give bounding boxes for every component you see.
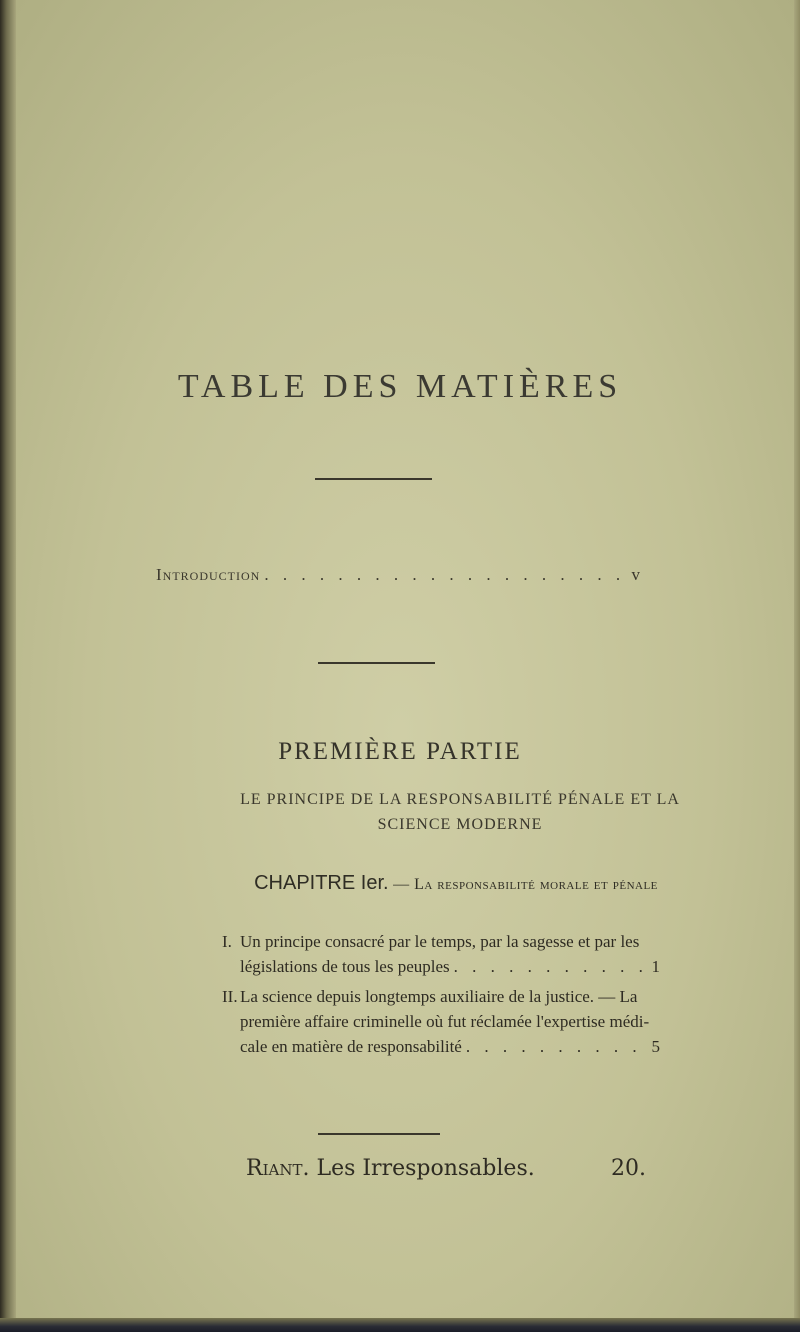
footer-author: Riant. bbox=[246, 1156, 310, 1181]
toc-entry bbox=[222, 929, 660, 979]
signature-footer bbox=[246, 1156, 646, 1181]
entry-text-line: législations de tous les peuples bbox=[240, 957, 450, 976]
leader-dots bbox=[466, 1034, 642, 1059]
entry-text-line: Un principe consacré par le temps, par la sagesse et par les bbox=[240, 932, 640, 951]
part-subtitle-line2: SCIENCE MODERNE bbox=[377, 816, 543, 833]
toc-entry bbox=[222, 984, 660, 1059]
entry-text-line: première affaire criminelle où fut réclamée l'expertise médi- bbox=[240, 1012, 650, 1031]
part-subtitle-line1: LE PRINCIPE DE LA RESPONSABILITÉ PÉNALE ET LA bbox=[240, 791, 680, 808]
entry-last-line bbox=[240, 1034, 660, 1059]
footer-credit bbox=[246, 1156, 535, 1181]
divider-rule bbox=[315, 478, 432, 480]
divider-rule bbox=[318, 1133, 440, 1135]
chapter-title: — La responsabilité morale et pénale bbox=[393, 876, 658, 893]
part-title: PREMIÈRE PARTIE bbox=[278, 738, 522, 765]
leader-dots bbox=[264, 565, 627, 585]
entry-page: 5 bbox=[651, 1037, 660, 1056]
page-bottom-edge bbox=[0, 1318, 800, 1332]
page-title: TABLE DES MATIÈRES bbox=[177, 368, 623, 405]
book-spine-edge bbox=[0, 0, 16, 1332]
introduction-label: Introduction bbox=[156, 565, 261, 584]
entry-number: II. bbox=[222, 987, 238, 1006]
entry-text-line: cale en matière de responsabilité bbox=[240, 1037, 462, 1056]
chapter-label: CHAPITRE Ier. bbox=[254, 872, 389, 894]
footer-sheet-number: 20. bbox=[611, 1156, 646, 1181]
leader-dots bbox=[454, 954, 642, 979]
introduction-page: v bbox=[631, 565, 640, 584]
entry-last-line bbox=[240, 954, 660, 979]
entry-text-line: La science depuis longtemps auxiliaire de la justice. — La bbox=[240, 987, 638, 1006]
page-right-edge bbox=[794, 0, 800, 1332]
entry-number: I. bbox=[222, 932, 232, 951]
toc-introduction bbox=[156, 565, 640, 585]
chapter-heading bbox=[226, 872, 686, 895]
footer-title: Les Irresponsables. bbox=[316, 1156, 535, 1181]
entry-page: 1 bbox=[651, 957, 660, 976]
divider-rule bbox=[318, 662, 435, 664]
